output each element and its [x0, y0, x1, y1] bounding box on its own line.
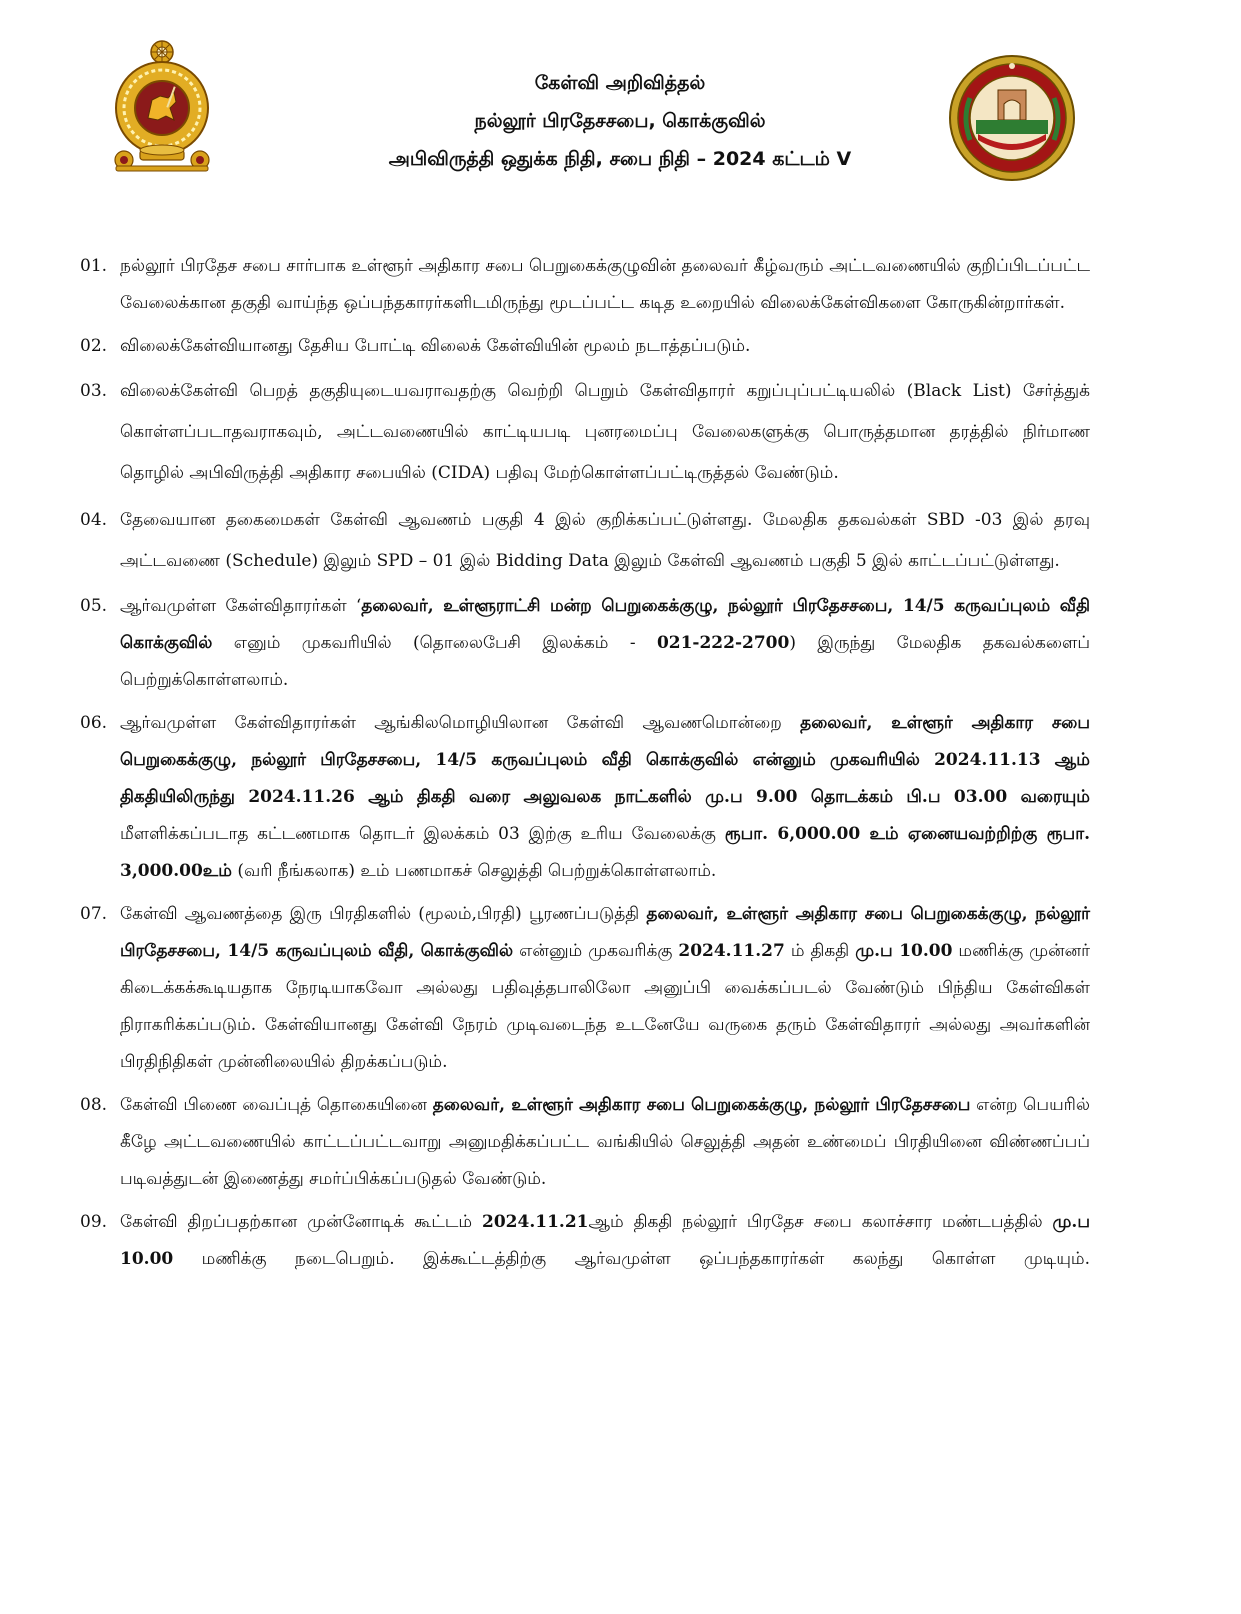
- list-item: [80, 328, 1090, 365]
- item-bold-part: 2024.11.21: [482, 1212, 589, 1232]
- list-item: [80, 588, 1090, 699]
- list-item: [80, 500, 1090, 582]
- item-number: 06.: [80, 713, 108, 733]
- item-text-part: மணிக்கு நடைபெறும். இக்கூட்டத்திற்கு ஆர்வமுள்ள ஒப்பந்தகாரர்கள் கலந்து கொள்ள முடியும்.: [173, 1249, 1090, 1269]
- item-text-part: ஆர்வமுள்ள கேள்விதாரர்கள் ‘: [120, 596, 362, 616]
- notice-body: [80, 248, 1090, 1284]
- item-number: 03.: [80, 381, 108, 401]
- list-item: [80, 896, 1090, 1081]
- item-text-part: ஆர்வமுள்ள கேள்விதாரர்கள் ஆங்கிலமொழியிலான கேள்வி ஆவணமொன்றை: [120, 713, 801, 733]
- item-bold-part: தலைவர், உள்ளூர் அதிகார சபை பெறுகைக்குழு, நல்லூர் பிரதேசசபை: [432, 1095, 971, 1115]
- item-text-part: விலைக்கேள்வி பெறத் தகுதியுடையவராவதற்கு வெற்றி பெறும் கேள்விதாரர் கறுப்புப்பட்டியலில் (Black List) சேர்த்துக் கொள்ளப்படாதவராகவும், அட்டவணையில் காட்டியபடி புனரமைப்பு வேலைகளுக்கு பொருத்தமான தரத்தில் நிர்மாண தொழில் அபிவிருத்தி அதிகார சபையில் (CIDA) பதிவு மேற்கொள்ளப்பட்டிருத்தல் வேண்டும்.: [120, 381, 1090, 483]
- item-text-part: ஆம் திகதி நல்லூர் பிரதேச சபை கலாச்சார மண்டபத்தில்: [588, 1212, 1053, 1232]
- item-text: [120, 705, 1090, 890]
- notice-title: கேள்வி அறிவித்தல்: [534, 72, 706, 94]
- item-text-part: நல்லூர் பிரதேச சபை சார்பாக உள்ளூர் அதிகார சபை பெறுகைக்குழுவின் தலைவர் கீழ்வரும் அட்டவணையில் குறிப்பிடப்பட்ட வேலைக்கான தகுதி வாய்ந்த ஒப்பந்தகாரர்களிடமிருந்து மூடப்பட்ட கடித உறையில் விலைக்கேள்விகளை கோருகின்றார்கள்.: [120, 256, 1090, 313]
- council-name: நல்லூர் பிரதேசசபை, கொக்குவில்: [474, 110, 766, 132]
- notice-header: [260, 64, 980, 178]
- item-number: 02.: [80, 336, 108, 356]
- item-text-part: எனும் முகவரியில் (தொலைபேசி இலக்கம் -: [212, 633, 657, 653]
- fund-phase: அபிவிருத்தி ஒதுக்க நிதி, சபை நிதி – 2024 கட்டம் V: [388, 148, 852, 170]
- item-text: [120, 1204, 1090, 1278]
- item-number: 08.: [80, 1095, 108, 1115]
- item-text-part: மீளளிக்கப்படாத கட்டணமாக தொடர் இலக்கம் 03 இற்கு உரிய வேலைக்கு: [120, 824, 725, 844]
- item-text: [120, 588, 1090, 699]
- item-bold-part: தலைவர், உள்ளூர் அதிகார சபை பெறுகைக்குழு, நல்லூர் பிரதேசசபை, 14/5 கருவப்புலம் வீதி கொக்குவில் என்னும் முகவரியில் 2024.11.13 ஆம் திகதியிலிருந்து 2024.11.26 ஆம் திகதி வரை அலுவலக நாட்களில் மு.ப 9.00 தொடக்கம் பி.ப 03.00 வரையும்: [120, 713, 1090, 807]
- list-item: [80, 371, 1090, 494]
- item-number: 05.: [80, 596, 108, 616]
- item-text-part: தேவையான தகைமைகள் கேள்வி ஆவணம் பகுதி 4 இல் குறிக்கப்பட்டுள்ளது. மேலதிக தகவல்கள் SBD -03 இல் தரவு அட்டவணை (Schedule) இலும் SPD – 01 இல் Bidding Data இலும் கேள்வி ஆவணம் பகுதி 5 இல் காட்டப்பட்டுள்ளது.: [120, 510, 1090, 571]
- item-text-part: கேள்வி ஆவணத்தை இரு பிரதிகளில் (மூலம்,பிரதி) பூரணப்படுத்தி: [120, 904, 647, 924]
- item-text-part: கேள்வி பிணை வைப்புத் தொகையினை: [120, 1095, 433, 1115]
- item-bold-part: தலைவர், உள்ளூர் அதிகார சபை பெறுகைக்குழு, நல்லூர் பிரதேசசபை, 14/5 கருவப்புலம் வீதி, கொக்குவில்: [120, 904, 1090, 961]
- list-item: [80, 248, 1090, 322]
- item-text-part: (வரி நீங்கலாக) உம் பணமாகச் செலுத்தி பெற்றுக்கொள்ளலாம்.: [231, 861, 717, 881]
- item-bold-part: 2024.11.27: [678, 941, 785, 961]
- item-bold-part: மு.ப 10.00: [855, 941, 953, 961]
- item-text-part: மணிக்கு முன்னர் கிடைக்கக்கூடியதாக நேரடியாகவோ அல்லது பதிவுத்தபாலிலோ அனுப்பி வைக்கப்படல் வேண்டும் பிந்திய கேள்விகள் நிராகரிக்கப்படும். கேள்வியானது கேள்வி நேரம் முடிவடைந்த உடனேயே வருகை தரும் கேள்விதாரர் அல்லது அவர்களின் பிரதிநிதிகள் முன்னிலையில் திறக்கப்படும்.: [120, 941, 1090, 1072]
- list-item: [80, 1087, 1090, 1198]
- sri-lanka-emblem-icon: [108, 38, 216, 172]
- item-bold-part: மு.ப 10.00: [120, 1212, 1090, 1269]
- item-text: [120, 371, 1090, 494]
- item-text-part: என்ற பெயரில் கீழே அட்டவணையில் காட்டப்பட்டவாறு அனுமதிக்கப்பட்ட வங்கியில் செலுத்தி அதன் உண்மைப் பிரதியினை விண்ணப்பப் படிவத்துடன் இணைத்து சமர்ப்பிக்கப்படுதல் வேண்டும்.: [120, 1095, 1090, 1189]
- item-text-part: கேள்வி திறப்பதற்கான முன்னோடிக் கூட்டம்: [120, 1212, 483, 1232]
- item-number: 07.: [80, 904, 108, 924]
- item-bold-part: ரூபா. 6,000.00 உம் ஏனையவற்றிற்கு ரூபா. 3,000.00உம்: [120, 824, 1090, 881]
- item-number: 01.: [80, 256, 108, 276]
- item-text-part: விலைக்கேள்வியானது தேசிய போட்டி விலைக் கேள்வியின் மூலம் நடாத்தப்படும்.: [120, 336, 751, 356]
- item-text-part: ) இருந்து மேலதிக தகவல்களைப் பெற்றுக்கொள்ளலாம்.: [120, 633, 1090, 690]
- item-text: [120, 1087, 1090, 1198]
- item-text: [120, 248, 1090, 322]
- item-bold-part: தலைவர், உள்ளூராட்சி மன்ற பெறுகைக்குழு, நல்லூர் பிரதேசசபை, 14/5 கருவப்புலம் வீதி கொக்குவில்: [120, 596, 1091, 653]
- item-text: [120, 500, 1090, 582]
- item-text-part: என்னும் முகவரிக்கு: [513, 941, 679, 961]
- item-number: 04.: [80, 510, 108, 530]
- list-item: [80, 1204, 1090, 1278]
- item-text-part: ம் திகதி: [784, 941, 856, 961]
- item-number: 09.: [80, 1212, 108, 1232]
- list-item: [80, 705, 1090, 890]
- item-text: [120, 328, 1090, 365]
- item-bold-part: 021-222-2700: [656, 633, 790, 653]
- item-text: [120, 896, 1090, 1081]
